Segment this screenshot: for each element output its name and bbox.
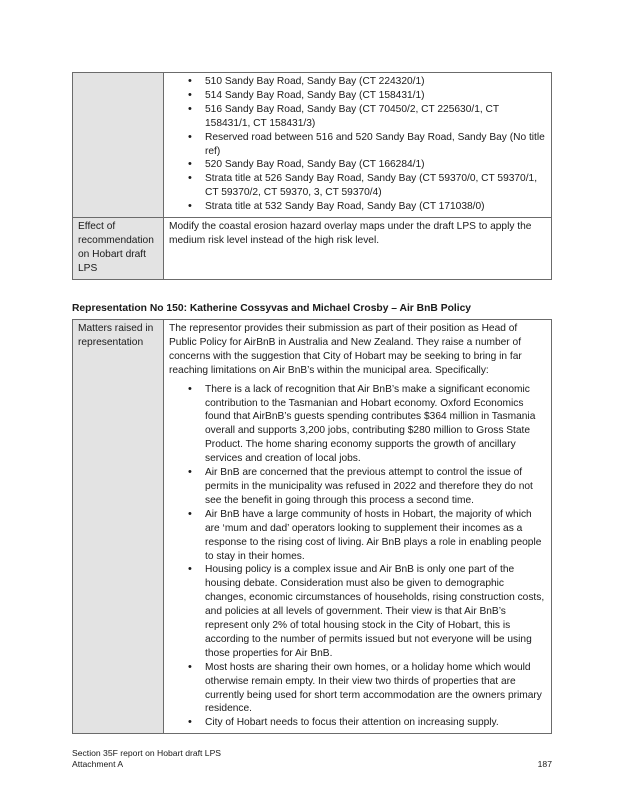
page-number: 187: [537, 759, 552, 769]
list-item: • City of Hobart needs to focus their attention on increasing supply.: [205, 716, 547, 730]
list-item: • 510 Sandy Bay Road, Sandy Bay (CT 224320/1): [205, 75, 547, 89]
list-item: • Air BnB are concerned that the previous attempt to control the issue of permits in the municipality was refused in 2022 and therefore they do not see the benefit in going through this process a second time.: [205, 466, 547, 508]
list-item: • Reserved road between 516 and 520 Sandy Bay Road, Sandy Bay (No title ref): [205, 131, 547, 159]
list-item: • Air BnB have a large community of hosts in Hobart, the majority of which are ‘mum and dad’ operators looking to supplement their incomes as a response to the rising cost of living. Air BnB plays a role in enabling people to stay in their homes.: [205, 508, 547, 564]
matters-label-cell: Matters raised in representation: [73, 320, 164, 734]
list-item: • 520 Sandy Bay Road, Sandy Bay (CT 166284/1): [205, 158, 547, 172]
table-row: [73, 218, 552, 280]
footer-line-2: Attachment A: [72, 759, 124, 769]
empty-label-cell: [73, 73, 164, 218]
property-bullet-list: [169, 75, 547, 214]
section-heading: Representation No 150: Katherine Cossyvas and Michael Crosby – Air BnB Policy: [72, 303, 472, 314]
matters-text-cell: [164, 320, 552, 734]
list-item: • 514 Sandy Bay Road, Sandy Bay (CT 158431/1): [205, 89, 547, 103]
list-item: • Strata title at 532 Sandy Bay Road, Sandy Bay (CT 171038/0): [205, 200, 547, 214]
concerns-bullet-list: [169, 383, 547, 731]
footer-line-1: Section 35F report on Hobart draft LPS: [72, 748, 222, 758]
properties-table: [72, 72, 552, 280]
page-footer: [72, 748, 552, 770]
list-item: • Most hosts are sharing their own homes, or a holiday home which would otherwise remain empty. In their view two thirds of properties that are currently being used for short term accommodation are the owners primary residence.: [205, 661, 547, 717]
list-item: • There is a lack of recognition that Air BnB’s make a significant economic contribution to the Tasmanian and Hobart economy. Oxford Economics found that AirBnB’s guests spending contributes $364 million in Tasmania overall and supports 3,200 jobs, contributing $280 million to Gross State Product. The home sharing economy supports the growth of ancillary services and creation of local jobs.: [205, 383, 547, 466]
list-item: • Strata title at 526 Sandy Bay Road, Sandy Bay (CT 59370/0, CT 59370/1, CT 59370/2, CT 59370, 3, CT 59370/4): [205, 172, 547, 200]
intro-paragraph: The representor provides their submission as part of their position as Head of Public Policy for AirBnB in Australia and New Zealand. They raise a number of concerns with the suggestion that City of Hobart may be seeking to bring in far reaching limitations on Air BnB’s within the municipal area. Specifically:: [169, 323, 522, 376]
table-row: [73, 73, 552, 218]
property-list-cell: [164, 73, 552, 218]
effect-text-cell: Modify the coastal erosion hazard overlay maps under the draft LPS to apply the medium risk level instead of the high risk level.: [164, 218, 552, 280]
list-item: • 516 Sandy Bay Road, Sandy Bay (CT 70450/2, CT 225630/1, CT 158431/1, CT 158431/3): [205, 103, 547, 131]
table-row: [73, 320, 552, 734]
effect-label-cell: Effect of recommendation on Hobart draft LPS: [73, 218, 164, 280]
list-item: • Housing policy is a complex issue and Air BnB is only one part of the housing debate. Consideration must also be given to demographic changes, economic circumstances of households, rising construction costs, and policies at all levels of government. Their view is that Air BnB’s represent only 2% of total housing stock in the City of Hobart, this is according to the number of permits issued but not everyone will be using those properties for Air BnB.: [205, 563, 547, 660]
representation-table: [72, 319, 552, 734]
